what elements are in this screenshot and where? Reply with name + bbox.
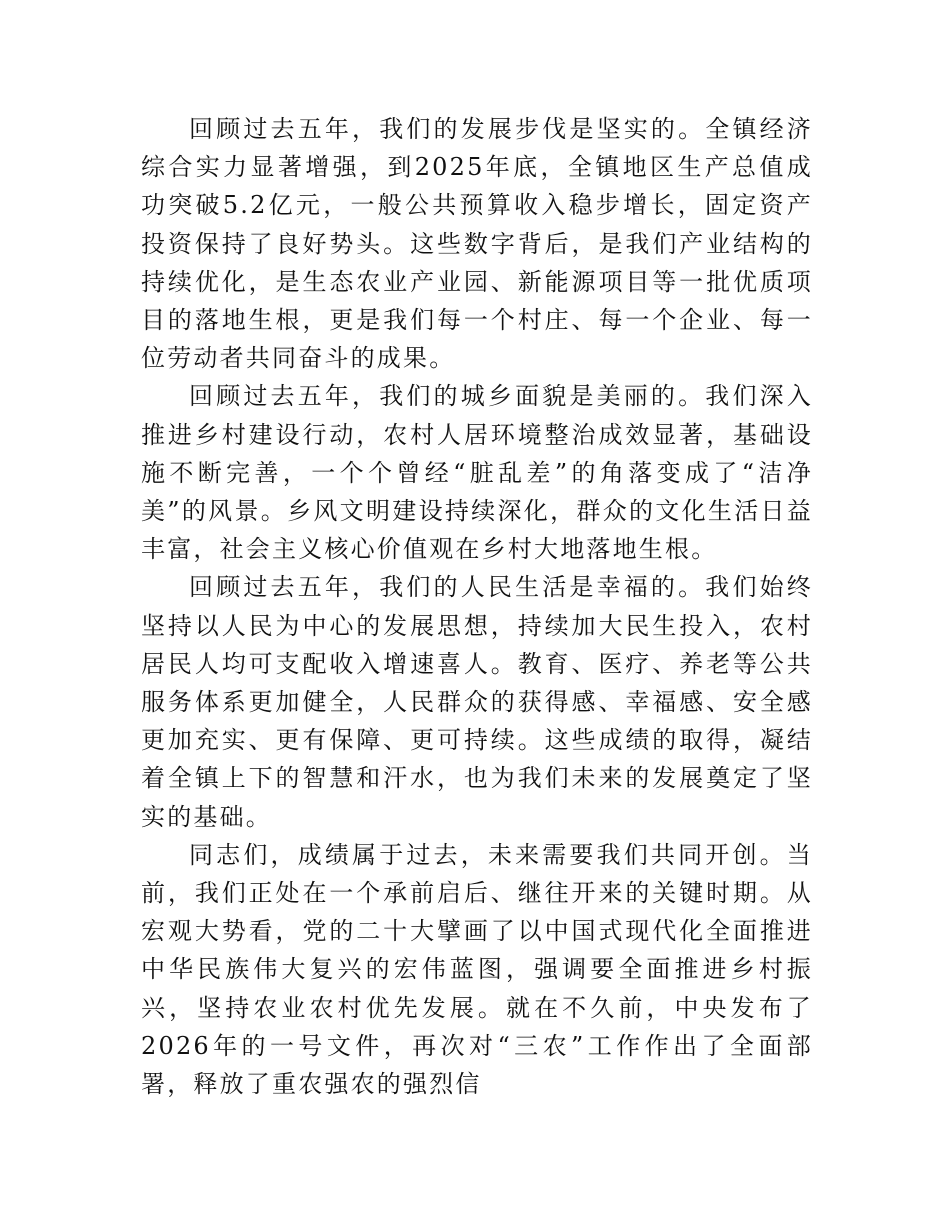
paragraph-future-outlook: 同志们，成绩属于过去，未来需要我们共同开创。当前，我们正处在一个承前启后、继往开来的关键时期。从宏观大势看，党的二十大擘画了以中国式现代化全面推进中华民族伟大复兴的宏伟蓝图，强调要全面推进乡村振兴，坚持农业农村优先发展。就在不久前，中央发布了2026年的一号文件，再次对“三农”工作作出了全面部署，释放了重农强农的强烈信 [141,840,813,1099]
paragraph-urban-rural: 回顾过去五年，我们的城乡面貌是美丽的。我们深入推进乡村建设行动，农村人居环境整治成效显著，基础设施不断完善，一个个曾经“脏乱差”的角落变成了“洁净美”的风景。乡风文明建设持续深化，群众的文化生活日益丰富，社会主义核心价值观在乡村大地落地生根。 [141,382,813,564]
document-page [141,110,813,1103]
paragraph-economic-growth: 回顾过去五年，我们的发展步伐是坚实的。全镇经济综合实力显著增强，到2025年底，全镇地区生产总值成功突破5.2亿元，一般公共预算收入稳步增长，固定资产投资保持了良好势头。这些数字背后，是我们产业结构的持续优化，是生态农业产业园、新能源项目等一批优质项目的落地生根，更是我们每一个村庄、每一个企业、每一位劳动者共同奋斗的成果。 [141,115,813,373]
paragraph-livelihood: 回顾过去五年，我们的人民生活是幸福的。我们始终坚持以人民为中心的发展思想，持续加大民生投入，农村居民人均可支配收入增速喜人。教育、医疗、养老等公共服务体系更加健全，人民群众的获得感、幸福感、安全感更加充实、更有保障、更可持续。这些成绩的取得，凝结着全镇上下的智慧和汗水，也为我们未来的发展奠定了坚实的基础。 [141,573,813,831]
